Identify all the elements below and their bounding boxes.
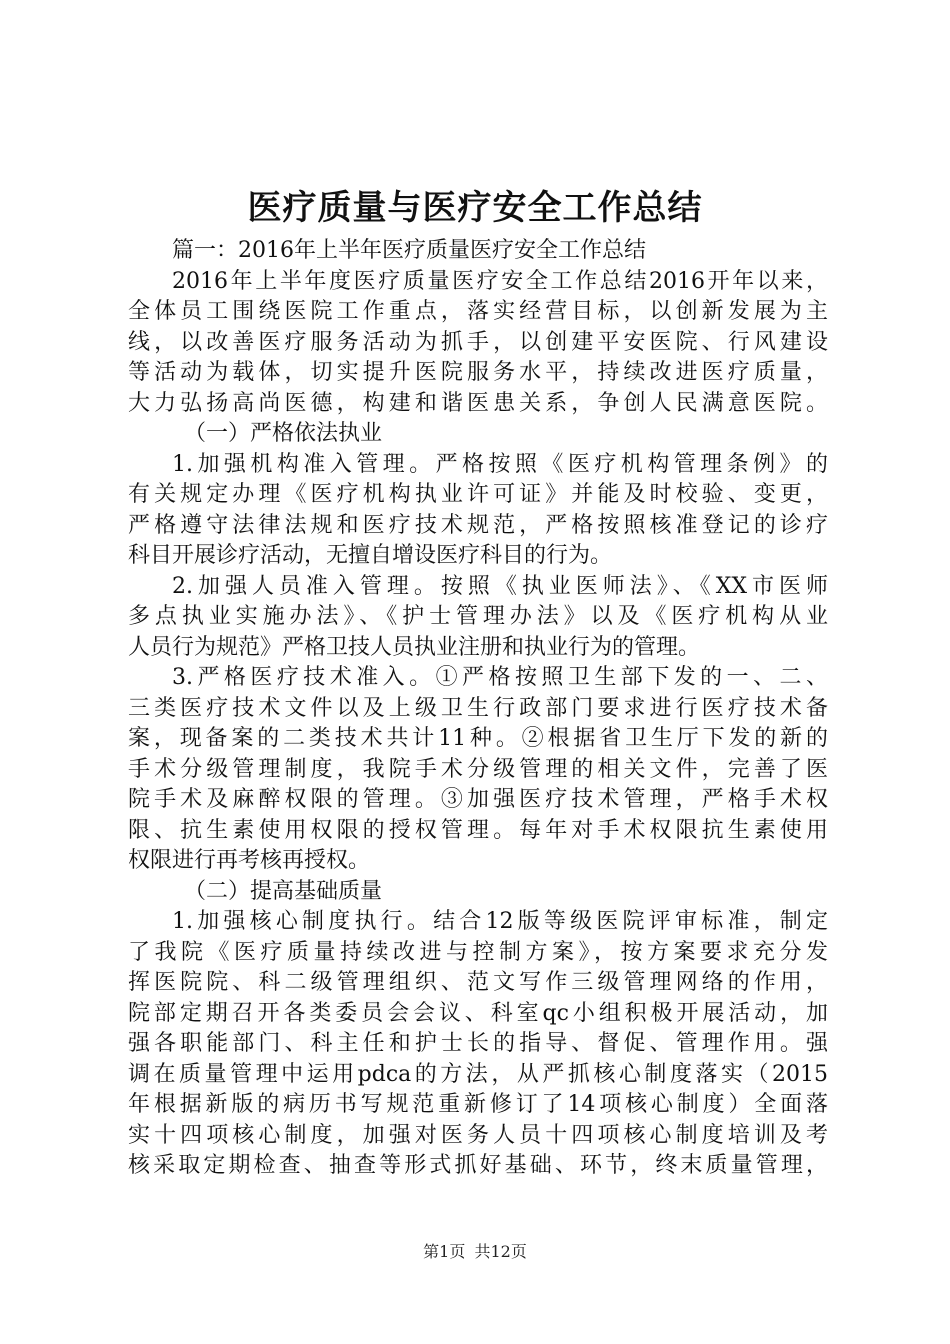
text-line: 大力弘扬高尚医德，构建和谐医患关系，争创人民满意医院。: [128, 390, 828, 416]
text-line: 1.加强机构准入管理。严格按照《医疗机构管理条例》的: [172, 451, 828, 477]
text-line: 篇一：2016年上半年医疗质量医疗安全工作总结: [172, 238, 646, 263]
text-line: 案，现备案的二类技术共计11种。②根据省卫生厅下发的新的: [128, 726, 828, 751]
text-line: 人员行为规范》严格卫技人员执业注册和执业行为的管理。: [128, 634, 701, 660]
text-line: 院部定期召开各类委员会会议、科室qc小组积极开展活动，加: [128, 1000, 828, 1026]
text-line: 严格遵守法律法规和医疗技术规范，严格按照核准登记的诊疗: [128, 512, 828, 538]
text-line: 等活动为载体，切实提升医院服务水平，持续改进医疗质量，: [128, 360, 828, 385]
text-line: 年根据新版的病历书写规范重新修订了14项核心制度）全面落: [128, 1092, 828, 1117]
page-number: 第1页: [423, 1242, 466, 1261]
text-line: 3.严格医疗技术准入。①严格按照卫生部下发的一、二、: [172, 665, 828, 690]
text-line: 挥医院院、科二级管理组织、范文写作三级管理网络的作用，: [128, 970, 828, 995]
text-line: 科目开展诊疗活动，无擅自增设医疗科目的行为。: [128, 543, 613, 568]
text-line: （二）提高基础质量: [184, 878, 383, 904]
text-line: 院手术及麻醉权限的管理。③加强医疗技术管理，严格手术权: [128, 787, 828, 812]
document-title: 医疗质量与医疗安全工作总结: [247, 188, 703, 228]
text-line: 2016年上半年度医疗质量医疗安全工作总结2016开年以来，: [172, 268, 828, 294]
text-line: 线，以改善医疗服务活动为抓手，以创建平安医院、行风建设: [128, 329, 828, 355]
text-line: 有关规定办理《医疗机构执业许可证》并能及时校验、变更，: [128, 482, 828, 507]
page-footer: [0, 1241, 950, 1263]
text-line: 2.加强人员准入管理。按照《执业医师法》、《XX市医师: [172, 573, 828, 599]
text-line: 1.加强核心制度执行。结合12版等级医院评审标准，制定: [172, 909, 828, 934]
text-line: （一）严格依法执业: [184, 421, 383, 446]
text-line: 限、抗生素使用权限的授权管理。每年对手术权限抗生素使用: [128, 817, 828, 843]
text-line: 三类医疗技术文件以及上级卫生行政部门要求进行医疗技术备: [128, 695, 828, 721]
text-line: 调在质量管理中运用pdca的方法，从严抓核心制度落实（2015: [128, 1061, 828, 1087]
page-total: 共12页: [474, 1242, 527, 1261]
text-line: 了我院《医疗质量持续改进与控制方案》，按方案要求充分发: [128, 939, 828, 965]
text-line: 实十四项核心制度，加强对医务人员十四项核心制度培训及考: [128, 1122, 828, 1148]
text-line: 手术分级管理制度，我院手术分级管理的相关文件，完善了医: [128, 756, 828, 782]
text-line: 权限进行再考核再授权。: [128, 848, 371, 873]
text-line: 多点执业实施办法》、《护士管理办法》以及《医疗机构从业: [128, 604, 828, 629]
text-line: 全体员工围绕医院工作重点，落实经营目标，以创新发展为主: [128, 299, 828, 324]
text-line: 核采取定期检查、抽查等形式抓好基础、环节，终末质量管理，: [128, 1153, 828, 1178]
text-line: 强各职能部门、科主任和护士长的指导、督促、管理作用。强: [128, 1031, 828, 1056]
document-body: [128, 236, 828, 1182]
